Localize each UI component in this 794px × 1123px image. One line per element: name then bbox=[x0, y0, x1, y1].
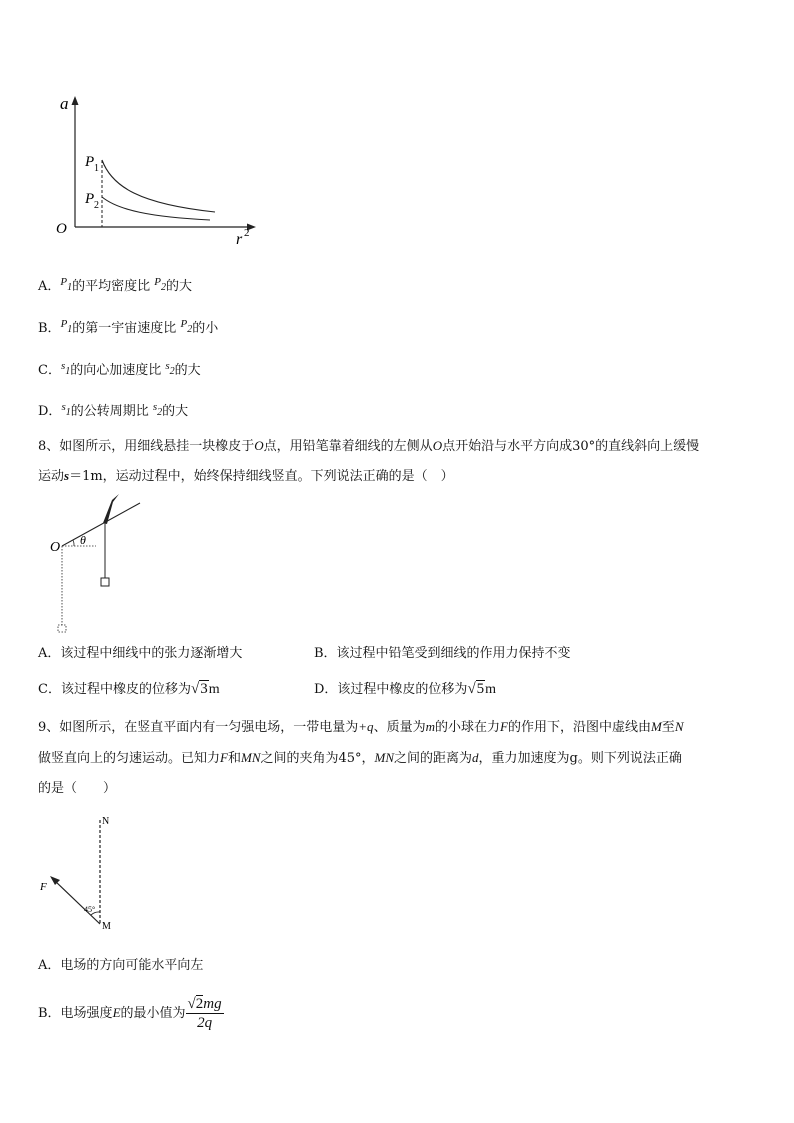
q7b-s2-sub: 2 bbox=[187, 324, 193, 335]
q8-l2a: 运动 bbox=[38, 469, 65, 484]
q9-l1c: 的小球在力 bbox=[434, 720, 500, 735]
q8-o1: O bbox=[254, 438, 264, 453]
q9-option-a: A．电场的方向可能水平向左 bbox=[38, 958, 204, 973]
curve-p1 bbox=[102, 160, 215, 212]
q9-l1a: 9、如图所示，在竖直平面内有一匀强电场，一带电量为 bbox=[38, 720, 359, 735]
angle-arc bbox=[73, 540, 74, 546]
q8-l1c: 点开始沿与水平方向成30°的直线斜向上缓慢 bbox=[442, 439, 700, 454]
q7b-s1-sub: 1 bbox=[67, 324, 73, 335]
q8-l1b: 点，用铅笔靠着细线的左侧从 bbox=[263, 439, 433, 454]
graph-x-label: r bbox=[236, 231, 243, 248]
q7d-mid: 的公转周期比 bbox=[70, 404, 149, 419]
q7c-s2: s bbox=[165, 360, 170, 372]
graph-p1-sub: 1 bbox=[94, 163, 99, 174]
q7d-s1: s bbox=[61, 401, 66, 413]
q7a-tail: 的大 bbox=[166, 279, 193, 294]
q9b-rad: 2 bbox=[195, 996, 204, 1012]
q8-figure bbox=[48, 492, 158, 637]
q9-stem-line2 bbox=[38, 749, 682, 768]
fig-m-label: M bbox=[102, 921, 111, 932]
q7c-s1-sub: 1 bbox=[65, 366, 71, 377]
q9b-numerator: √2mg bbox=[187, 996, 222, 1012]
q9b-mid: 的最小值为 bbox=[120, 1006, 186, 1021]
graph-p2-label: P bbox=[85, 191, 95, 207]
q9-l1e: 至 bbox=[661, 720, 675, 735]
q8c-rad: 3 bbox=[200, 681, 208, 697]
q8d-sqrt: √5 bbox=[467, 681, 485, 697]
q9-l2d: 之间的距离为 bbox=[394, 751, 473, 766]
q9b-fraction bbox=[186, 995, 224, 1032]
q9-d: d bbox=[472, 750, 479, 765]
q8-option-b: B．该过程中铅笔受到细线的作用力保持不变 bbox=[314, 646, 571, 661]
q8-o2: O bbox=[432, 438, 443, 453]
q7c-s2-sub: 2 bbox=[169, 366, 175, 377]
q8-option-d bbox=[314, 680, 496, 699]
q7d-s2: s bbox=[152, 401, 158, 413]
q8d-pre: D．该过程中橡皮的位移为 bbox=[314, 682, 468, 697]
q9-mn2: MN bbox=[374, 750, 395, 765]
q7c-mid: 的向心加速度比 bbox=[70, 363, 162, 378]
q9-stem-line3: 的是（ ） bbox=[38, 781, 117, 796]
q7d-tail: 的大 bbox=[162, 404, 189, 419]
q7a-prefix: A． bbox=[38, 279, 61, 294]
q7-option-a bbox=[38, 278, 192, 297]
q8-s: s bbox=[64, 468, 70, 483]
q9-m: m bbox=[425, 719, 435, 734]
fig-f-label: F bbox=[40, 881, 47, 893]
q7a-s2: P bbox=[154, 276, 162, 288]
q9-mn: MN bbox=[240, 750, 261, 765]
q7b-s2: P bbox=[180, 318, 188, 330]
graph-origin-label: O bbox=[56, 221, 67, 237]
q7a-s1: P bbox=[60, 276, 68, 288]
q8c-unit: m bbox=[208, 682, 220, 697]
q8-l1a: 8、如图所示，用细线悬挂一块橡皮于 bbox=[38, 439, 255, 454]
graph-p2-sub: 2 bbox=[94, 200, 99, 211]
q7d-s1-sub: 1 bbox=[65, 407, 71, 418]
graph-x-exp: 2 bbox=[244, 227, 250, 239]
q8-stem-line2 bbox=[38, 467, 454, 486]
q9b-den: 2q bbox=[197, 1015, 213, 1031]
q7-option-c bbox=[38, 362, 201, 381]
q7b-prefix: B． bbox=[38, 321, 61, 336]
q8-stem-line1 bbox=[38, 437, 699, 456]
q9b-num: mg bbox=[203, 996, 222, 1012]
a-vs-r2-graph bbox=[50, 92, 270, 252]
q9-l2e: ，重力加速度为g。则下列说法正确 bbox=[478, 751, 682, 766]
graph-y-label: a bbox=[60, 94, 69, 113]
q7b-s1: P bbox=[60, 318, 68, 330]
q9-f2: F bbox=[220, 750, 228, 765]
initial-eraser bbox=[58, 625, 66, 632]
q9-l1d: 的作用下，沿图中虚线由 bbox=[507, 720, 651, 735]
fig-n-label: N bbox=[102, 816, 110, 827]
fig-o-label: O bbox=[50, 540, 61, 555]
graph-y-arrow bbox=[72, 96, 79, 105]
q8-l2b: ＝1m，运动过程中，始终保持细线竖直。下列说法正确的是（ ） bbox=[69, 469, 454, 484]
fig-theta-label: θ bbox=[80, 533, 86, 547]
fig-angle-label: 45° bbox=[84, 905, 96, 914]
q9-option-b bbox=[38, 995, 224, 1035]
q9-M: M bbox=[650, 719, 662, 734]
q9-l2a: 做竖直向上的匀速运动。已知力 bbox=[38, 751, 221, 766]
q9-f: F bbox=[499, 719, 508, 734]
q9-stem-line1 bbox=[38, 718, 683, 737]
q7-option-d bbox=[38, 403, 188, 422]
q8d-rad: 5 bbox=[476, 681, 485, 697]
q9-l1b: 、质量为 bbox=[373, 720, 426, 735]
force-f-line bbox=[54, 880, 100, 924]
q7b-mid: 的第一宇宙速度比 bbox=[72, 321, 177, 336]
q8-option-c bbox=[38, 680, 220, 699]
curve-p2 bbox=[102, 197, 210, 220]
q7a-s1-sub: 1 bbox=[67, 282, 73, 293]
q8c-pre: C．该过程中橡皮的位移为 bbox=[38, 682, 191, 697]
q9-figure bbox=[38, 812, 128, 937]
q7c-tail: 的大 bbox=[174, 363, 201, 378]
q9b-e: E bbox=[112, 1005, 121, 1020]
q8-option-a: A．该过程中细线中的张力逐渐增大 bbox=[38, 646, 243, 661]
q8d-unit: m bbox=[485, 682, 497, 697]
q7d-prefix: D． bbox=[38, 404, 62, 419]
q7a-mid: 的平均密度比 bbox=[72, 279, 151, 294]
q9-l2c: 之间的夹角为45°， bbox=[260, 751, 375, 766]
q7c-prefix: C． bbox=[38, 363, 61, 378]
q9-N: N bbox=[674, 719, 684, 734]
q9b-pre: B．电场强度 bbox=[38, 1006, 113, 1021]
q9-q: +q bbox=[358, 719, 374, 734]
graph-p1-label: P bbox=[85, 154, 95, 170]
q7b-tail: 的小 bbox=[192, 321, 219, 336]
incline-line bbox=[62, 503, 140, 546]
q7d-s2-sub: 2 bbox=[157, 407, 163, 418]
q8c-sqrt: √3 bbox=[190, 681, 208, 697]
q9-l2b: 和 bbox=[227, 751, 241, 766]
eraser bbox=[101, 578, 109, 586]
q7c-s1: s bbox=[60, 360, 66, 372]
q7-option-b bbox=[38, 320, 218, 339]
q7a-s2-sub: 2 bbox=[161, 282, 167, 293]
